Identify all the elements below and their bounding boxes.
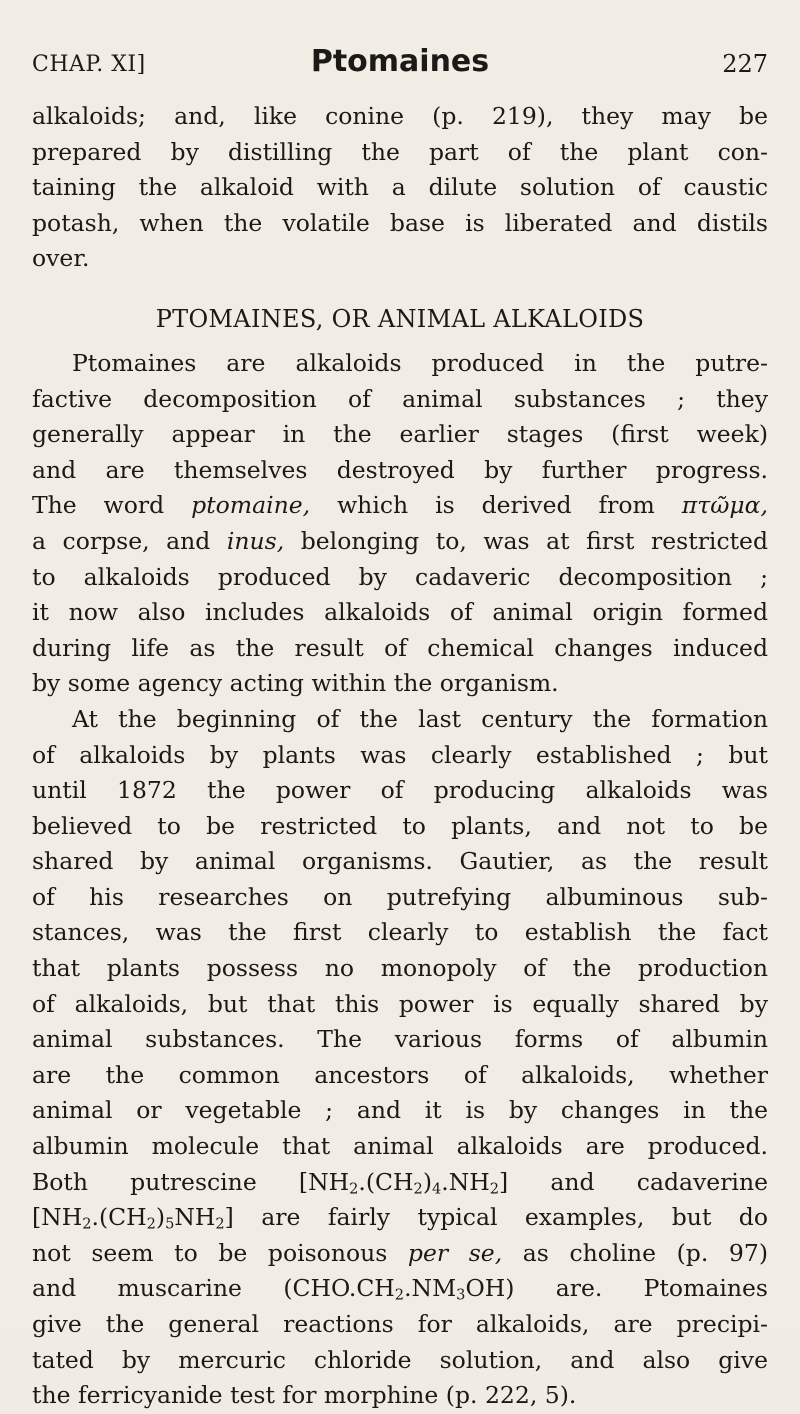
formula-subscript: 3 — [456, 1287, 466, 1305]
text-line: taining the alkaloid with a dilute solution of caustic — [32, 173, 768, 202]
page-title: Ptomaines — [310, 44, 490, 79]
text-line: of alkaloids by plants was clearly established ; but — [32, 740, 768, 769]
text-span: not seem to be poisonous — [32, 1238, 408, 1267]
text-line: to alkaloids produced by cadaveric decomposition ; — [32, 562, 768, 591]
formula-part: .(CH — [358, 1167, 414, 1196]
formula-subscript: 2 — [489, 1180, 500, 1198]
text-line: animal or vegetable ; and it is by changes in the — [32, 1096, 768, 1125]
formula-part: ) — [155, 1203, 166, 1232]
running-head — [32, 44, 768, 88]
text-line: animal substances. The various forms of albumin — [32, 1025, 768, 1054]
text-line: alkaloids; and, like conine (p. 219), they may be — [32, 102, 768, 130]
text-span: which is derived from — [310, 491, 682, 520]
text-line: stances, was the first clearly to establish the fact — [32, 918, 768, 947]
text-line: believed to be restricted to plants, and not to be — [32, 811, 768, 840]
formula-subscript: 5 — [165, 1215, 175, 1233]
formula-subscript: 2 — [82, 1215, 92, 1233]
section-heading: PTOMAINES, OR ANIMAL ALKALOIDS — [155, 304, 645, 333]
intro-paragraph — [32, 99, 768, 277]
text-line: factive decomposition of animal substances ; they — [32, 384, 768, 413]
page-number: 227 — [722, 50, 768, 78]
paragraph-history — [32, 702, 768, 1414]
text-line: albumin molecule that animal alkaloids are produced. — [32, 1132, 768, 1161]
text-line — [32, 1236, 768, 1272]
text-line: potash, when the volatile base is liberated and distils — [32, 208, 768, 237]
formula-subscript: 2 — [394, 1287, 405, 1305]
text-line — [32, 1271, 768, 1307]
formula-subscript: 2 — [413, 1180, 423, 1198]
text-line: by some agency acting within the organism. — [32, 669, 559, 698]
term-inus: inus, — [226, 526, 285, 555]
text-span: are. Ptomaines — [514, 1274, 768, 1303]
body-text — [32, 99, 768, 1414]
formula-part: ] — [499, 1167, 509, 1196]
text-line: shared by animal organisms. Gautier, as the result — [32, 847, 768, 876]
greek-word: πτῶμα, — [681, 491, 769, 520]
text-line: give the general reactions for alkaloids, are precipi- — [32, 1310, 768, 1338]
formula-subscript: 2 — [146, 1215, 156, 1233]
formula-part: ] — [224, 1203, 234, 1232]
text-span: and cadaverine — [508, 1167, 768, 1196]
formula-part: [NH — [298, 1167, 350, 1196]
text-line — [32, 1200, 768, 1236]
text-line: it now also includes alkaloids of animal origin formed — [32, 598, 768, 627]
text-span: as choline (p. 97) — [502, 1238, 768, 1267]
text-line — [32, 524, 768, 560]
text-line — [32, 1165, 768, 1201]
term-per-se: per se, — [407, 1238, 503, 1267]
text-line — [32, 488, 768, 524]
text-line: the ferricyanide test for morphine (p. 222, 5). — [32, 1381, 577, 1410]
formula-part: ) — [422, 1167, 432, 1196]
text-line: prepared by distilling the part of the plant con- — [32, 137, 768, 166]
text-span: Both putrescine — [32, 1167, 299, 1196]
text-line: until 1872 the power of producing alkaloids was — [32, 776, 768, 805]
text-span: The word — [32, 491, 192, 520]
formula-cadaverine — [32, 1203, 234, 1231]
term-ptomaine: ptomaine, — [191, 491, 311, 520]
text-span: and muscarine — [32, 1274, 284, 1303]
text-line: At the beginning of the last century the formation — [72, 704, 768, 733]
text-line: Ptomaines are alkaloids produced in the putre- — [72, 348, 768, 377]
text-line: during life as the result of chemical changes induced — [32, 633, 768, 662]
paragraph-ptomaines-definition — [32, 346, 768, 702]
text-span: are fairly typical examples, but do — [233, 1203, 768, 1232]
formula-part: .NH — [441, 1167, 490, 1196]
formula-part: .(CH — [91, 1203, 147, 1232]
formula-muscarine — [283, 1274, 515, 1305]
text-line: that plants possess no monopoly of the production — [32, 954, 768, 983]
formula-part: (CHO.CH — [283, 1274, 395, 1303]
text-line: generally appear in the earlier stages (first week) — [32, 420, 768, 449]
text-line: tated by mercuric chloride solution, and also give — [32, 1345, 768, 1374]
text-span: belonging to, was at first restricted — [284, 526, 768, 555]
formula-subscript: 2 — [349, 1180, 359, 1198]
text-line: of alkaloids, but that this power is equally shared by — [32, 989, 768, 1018]
text-span: a corpse, and — [32, 526, 227, 555]
chapter-label: CHAP. XI] — [32, 52, 146, 77]
formula-subscript: 4 — [431, 1180, 442, 1198]
text-line: of his researches on putrefying albuminous sub- — [32, 882, 768, 911]
text-line: over. — [32, 244, 90, 273]
formula-part: NH — [174, 1203, 216, 1232]
text-line: and are themselves destroyed by further progress. — [32, 455, 768, 484]
formula-subscript: 2 — [215, 1215, 225, 1233]
formula-part: .NM — [404, 1274, 457, 1303]
formula-putrescine — [299, 1168, 508, 1196]
formula-part: OH) — [465, 1274, 515, 1303]
text-line: are the common ancestors of alkaloids, whether — [32, 1060, 768, 1089]
formula-part: [NH — [32, 1203, 83, 1232]
